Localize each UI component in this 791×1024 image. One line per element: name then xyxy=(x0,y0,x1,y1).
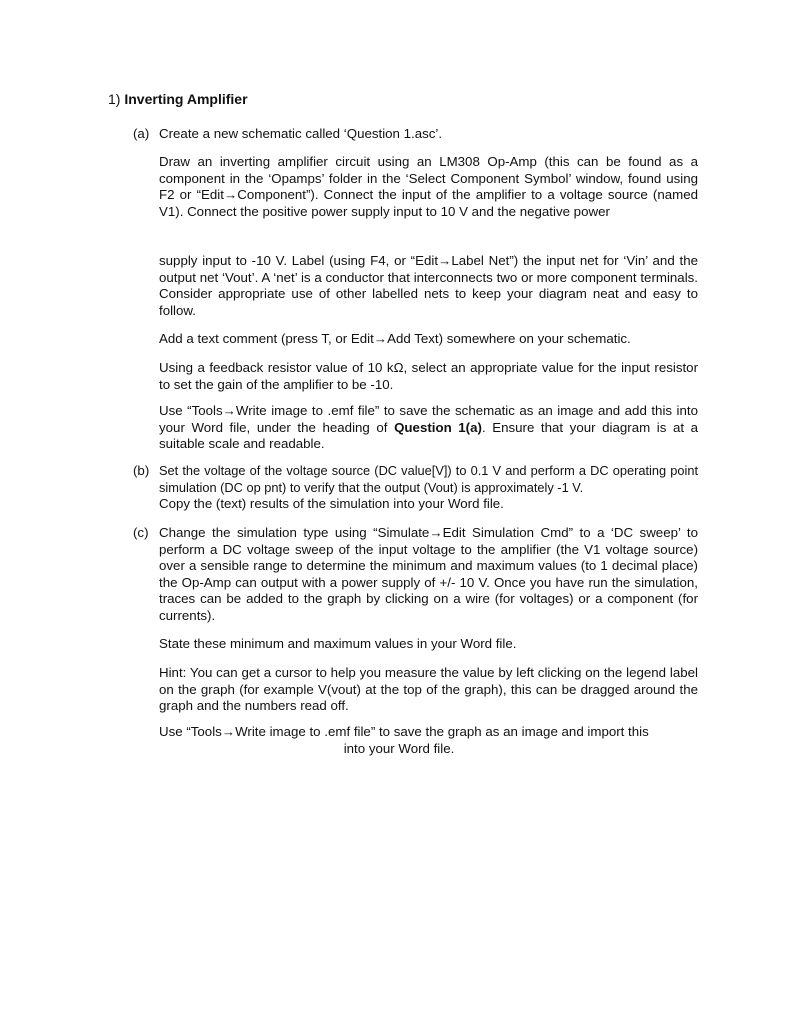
section-number: 1 xyxy=(108,91,116,107)
item-b-paragraph-1: Set the voltage of the voltage source (DC value[V]) to 0.1 V and perform a DC operating point simulation (DC op pnt) to verify that the output (Vout) is approximately -1 V. xyxy=(159,463,698,495)
item-c-paragraph-4 xyxy=(159,724,698,757)
item-c-paragraph-1: Change the simulation type using “Simulate→Edit Simulation Cmd” to a ‘DC sweep’ to perform a DC voltage sweep of the input voltage to the amplifier (the V1 voltage source) over a sensible range to determine the minimum and maximum values (to 1 decimal place) the Op-Amp can output with a power supply of +/- 10 V. Once you have run the simulation, traces can be added to the graph by clicking on a wire (for voltages) or a component (for currents). xyxy=(159,525,698,623)
item-c-paragraph-2: State these minimum and maximum values in your Word file. xyxy=(159,636,517,651)
section-heading: 1) Inverting Amplifier xyxy=(108,91,248,107)
item-a-p5-text-1: Use “Tools→Write image to .emf file” to save the schematic as an image and add this into your Word file, under the heading of xyxy=(159,403,698,435)
item-a-paragraph-2: supply input to -10 V. Label (using F4, or “Edit→Label Net”) the input net for ‘Vin’ and the output net ‘Vout’. A ‘net’ is a conductor that interconnects two or more component terminals. Consider appropriate use of other labelled nets to keep your diagram neat and easy to follow. xyxy=(159,253,698,318)
item-a-paragraph-1: Draw an inverting amplifier circuit using an LM308 Op-Amp (this can be found as a component in the ‘Opamps’ folder in the ‘Select Component Symbol’ window, found using F2 or “Edit→Component”). Connect the input of the amplifier to a voltage source (named V1). Connect the positive power supply input to 10 V and the negative power xyxy=(159,154,698,219)
item-c-p4-line-2: into your Word file. xyxy=(343,740,455,756)
item-b-paragraph-2: Copy the (text) results of the simulation into your Word file. xyxy=(159,496,504,511)
item-a-p5-text-2: . Ensure that your diagram is at a suitable scale and readable. xyxy=(159,419,699,452)
item-a-paragraph-4: Using a feedback resistor value of 10 kΩ, select an appropriate value for the input resistor to set the gain of the amplifier to be -10. xyxy=(159,360,698,392)
item-c-label: (c) xyxy=(133,525,149,540)
item-a-paragraph-5 xyxy=(159,403,698,453)
item-a-title: Create a new schematic called ‘Question 1.asc’. xyxy=(159,126,443,141)
item-a-paragraph-3: Add a text comment (press T, or Edit→Add Text) somewhere on your schematic. xyxy=(159,331,631,346)
item-b-label: (b) xyxy=(133,463,150,478)
item-c-p4-line-1: Use “Tools→Write image to .emf file” to save the graph as an image and import this xyxy=(159,724,649,739)
item-a-p5-bold: Question 1(a) xyxy=(394,419,482,435)
item-a-label: (a) xyxy=(133,126,150,141)
item-c-paragraph-3: Hint: You can get a cursor to help you measure the value by left clicking on the legend label on the graph (for example V(vout) at the top of the graph), this can be dragged around the graph and the numbers read off. xyxy=(159,665,698,714)
section-title: Inverting Amplifier xyxy=(124,91,248,107)
